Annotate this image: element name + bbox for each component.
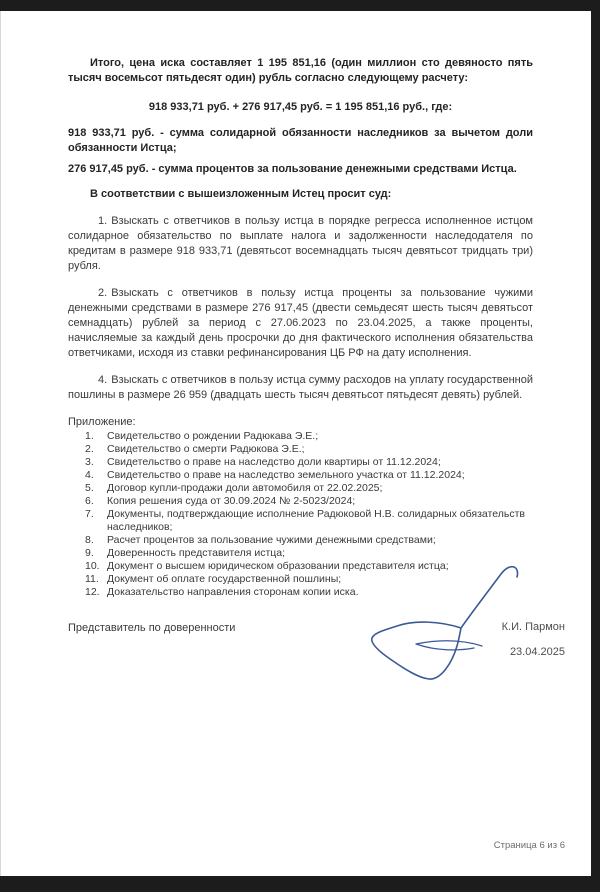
demands-heading: В соответствии с вышеизложенным Истец просит суд: [90, 188, 392, 200]
attachment-number: 3. [85, 456, 94, 468]
attachment-number: 1. [85, 430, 94, 442]
attachment-number: 11. [85, 573, 99, 585]
claim-formula: 918 933,71 руб. + 276 917,45 руб. = 1 195 851,16 руб., где: [148, 101, 453, 113]
representative-label: Представитель по доверенности [68, 622, 236, 634]
demand-text: Взыскать с ответчиков в пользу истца проценты за пользование чужими денежными средствами в размере 276 917,45 (двести семьдесят шесть тысяч девятьсот семнадцать) рублей за период с 27.06.2023 по 23.04.2025, а также проценты, начисляемые за каждый день просрочки до дня фактического исполнения обязательства ответчиками, исходя из ставки рефинансирования ЦБ РФ на дату исполнения. [68, 287, 533, 359]
attachment-text: Доказательство направления сторонам копии иска. [107, 586, 359, 598]
demand-paragraph-4 [68, 373, 533, 403]
attachment-item [68, 443, 533, 456]
attachment-item [68, 482, 533, 495]
attachment-number: 9. [85, 547, 94, 559]
attachment-text: Свидетельство о смерти Радюкова Э.Е.; [107, 443, 305, 455]
demand-number: 4. [98, 374, 108, 386]
scan-edge-bottom [0, 876, 600, 892]
scan-edge-right [591, 0, 600, 892]
attachment-number: 7. [85, 508, 94, 520]
claim-breakdown-interest: 276 917,45 руб. - сумма процентов за пользование денежными средствами Истца. [68, 163, 517, 175]
attachment-item [68, 495, 533, 508]
page-number: Страница 6 из 6 [493, 840, 565, 851]
attachment-item [68, 456, 533, 469]
signatory-name: К.И. Пармон [501, 621, 565, 633]
signature-stroke-main [372, 567, 518, 679]
demand-paragraph-2 [68, 286, 533, 361]
attachment-number: 6. [85, 495, 94, 507]
attachment-number: 4. [85, 469, 94, 481]
attachment-number: 10. [85, 560, 100, 572]
attachment-text: Копия решения суда от 30.09.2024 № 2-5023/2024; [107, 495, 356, 507]
attachment-item [68, 430, 533, 443]
attachment-number: 8. [85, 534, 94, 546]
signature-stroke-dash [416, 641, 482, 650]
claim-total-paragraph: Итого, цена иска составляет 1 195 851,16 (один миллион сто девяносто пять тысяч восемьсот пятьдесят один) рубль согласно следующему расчету: [68, 57, 533, 84]
attachment-text: Свидетельство о праве на наследство доли квартиры от 11.12.2024; [107, 456, 441, 468]
attachment-text: Расчет процентов за пользование чужими денежными средствами; [107, 534, 436, 546]
attachment-number: 5. [85, 482, 94, 494]
attachment-number: 12. [85, 586, 100, 598]
demand-paragraph-1 [68, 214, 533, 274]
attachments-heading: Приложение: [68, 416, 136, 428]
attachment-item [68, 469, 533, 482]
scan-edge-left [0, 11, 1, 876]
signature-meta [502, 615, 565, 665]
demand-text: Взыскать с ответчиков в пользу истца сумму расходов на уплату государственной пошлины в размере 26 959 (двадцать шесть тысяч девятьсот пятьдесят девять) рублей. [68, 374, 533, 401]
attachment-text: Договор купли-продажи доли автомобиля от 22.02.2025; [107, 482, 383, 494]
signature-date: 23.04.2025 [509, 646, 565, 658]
attachment-text: Документ об оплате государственной пошлины; [107, 573, 342, 585]
claim-breakdown-principal: 918 933,71 руб. - сумма солидарной обязанности наследников за вычетом доли обязанности Истца; [68, 127, 533, 154]
attachment-text: Документы, подтверждающие исполнение Радюковой Н.В. солидарных обязательств наследников; [107, 508, 525, 533]
demand-number: 1. [98, 215, 108, 227]
demand-text: Взыскать с ответчиков в пользу истца в порядке регресса исполненное истцом солидарное обязательство по выплате налога и задолженности наследодателя по кредитам в размере 918 933,71 (девятьсот восемнадцать тысяч девятьсот тридцать три) рубля. [68, 215, 533, 272]
attachment-text: Свидетельство о праве на наследство земельного участка от 11.12.2024; [107, 469, 465, 481]
scan-edge-top [0, 0, 600, 11]
attachment-item [68, 508, 533, 534]
attachment-item [68, 534, 533, 547]
attachment-number: 2. [85, 443, 94, 455]
demand-number: 2. [98, 287, 108, 299]
attachment-text: Документ о высшем юридическом образовании представителя истца; [107, 560, 449, 572]
attachment-text: Доверенность представителя истца; [107, 547, 286, 559]
attachment-text: Свидетельство о рождении Радюкава Э.Е.; [107, 430, 319, 442]
